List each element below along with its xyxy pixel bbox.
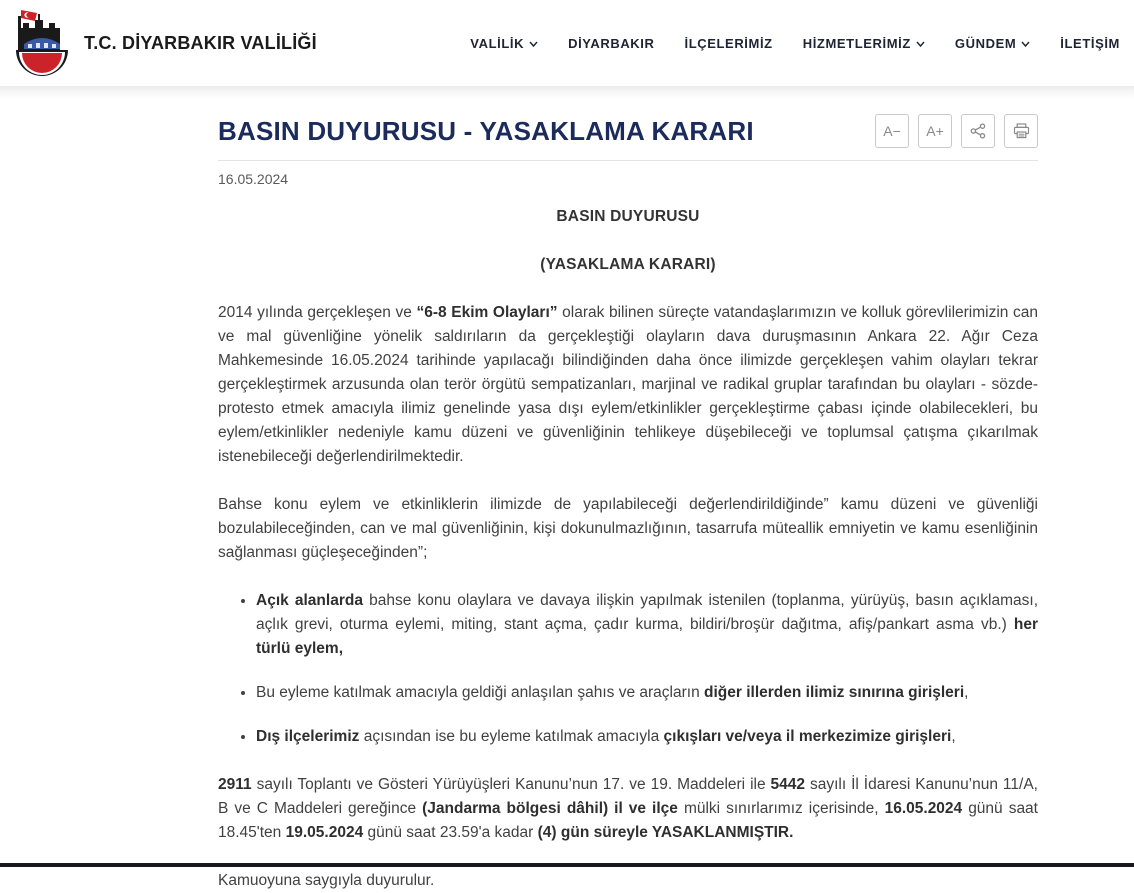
A-plus-icon: A+	[926, 123, 944, 139]
content-area	[218, 100, 1038, 893]
nav-item-ilcelerimiz[interactable]: İLÇELERİMİZ	[684, 35, 773, 51]
chevron-down-icon	[529, 41, 538, 47]
paragraph-1: 2014 yılında gerçekleşen ve “6-8 Ekim Olayları” olarak bilinen süreçte vatandaşlarımızın ve kolluk görevlilerimizin can ve mal güvenliğine yönelik saldırıların da gerçekleştiği olayların dava duruşmasının Ankara 22. Ağır Ceza Mahkemesinde 16.05.2024 tarihinde yapılacağı bilindiğinden daha önce ilimizde gerçekleşen vahim olayları tekrar gerçekleştirmek arzusunda olan terör örgütü sempatizanları, marjinal ve radikal gruplar tarafından bu olayları - sözde- protesto etmek amacıyla ilimiz genelinde yasa dışı eylem/etkinlikler gerçekleştirme çabası içinde olabilecekleri, bu eylem/etkinlikler nedeniyle kamu düzeni ve güvenliğinin tehlikeye düşebileceği ve toplumsal çatışma çıkarılmak istenebileceği değerlendirilmektedir.	[218, 304, 1039, 465]
A-minus-icon: A−	[883, 123, 901, 139]
chevron-down-icon	[1021, 41, 1030, 47]
share-icon	[970, 123, 986, 139]
font-increase-button[interactable]	[918, 114, 952, 148]
chevron-down-icon	[916, 41, 925, 47]
list-item: • Bu eyleme katılmak amacıyla geldiği anlaşılan şahıs ve araçların diğer illerden ilimiz sınırına girişleri,	[256, 681, 1038, 705]
title-divider	[218, 160, 1038, 161]
announcement-subheading: (YASAKLAMA KARARI)	[540, 256, 716, 273]
final-line: Kamuoyuna saygıyla duyurulur.	[218, 872, 435, 889]
main-nav	[470, 36, 1120, 51]
article-date: 16.05.2024	[218, 171, 289, 187]
diyarbakir-valiligi-logo	[10, 6, 74, 80]
print-button[interactable]	[1004, 114, 1038, 148]
nav-item-gundem[interactable]: GÜNDEM	[955, 36, 1030, 51]
site-title: T.C. DİYARBAKIR VALİLİĞİ	[84, 32, 317, 53]
closing-paragraph: 2911 sayılı Toplantı ve Gösteri Yürüyüşleri Kanunu’nun 17. ve 19. Maddeleri ile 5442 sayılı İl İdaresi Kanunu’nun 11/A, B ve C Maddeleri gereğince (Jandarma bölgesi dâhil) il ve ilçe mülki sınırlarımız içerisinde, 16.05.2024 günü saat 18.45'ten 19.05.2024 günü saat 23.59'a kadar (4) gün süreyle YASAKLANMIŞTIR.	[218, 776, 1038, 841]
article-toolbar	[875, 114, 1038, 148]
announcement-heading: BASIN DUYURUSU	[556, 208, 700, 225]
footer-top-edge	[0, 863, 1134, 867]
share-button[interactable]	[961, 114, 995, 148]
font-decrease-button[interactable]	[875, 114, 909, 148]
page-title: BASIN DUYURUSU - YASAKLAMA KARARI	[218, 116, 754, 146]
printer-icon	[1013, 123, 1030, 139]
site-header	[0, 0, 1134, 86]
list-item: • Açık alanlarda bahse konu olaylara ve davaya ilişkin yapılmak istenilen (toplanma, yürüyüş, basın açıklaması, açlık grevi, oturma eylemi, miting, stant açma, çadır kurma, bildiri/broşür dağıtma, afiş/pankart asma vb.) her türlü eylem,	[256, 589, 1038, 661]
list-item: • Dış ilçelerimiz açısından ise bu eyleme katılmak amacıyla çıkışları ve/veya il merkezimize girişleri,	[256, 725, 1038, 749]
nav-item-diyarbakir[interactable]: DİYARBAKIR	[568, 35, 655, 51]
header-divider-band	[0, 86, 1134, 100]
title-row	[218, 114, 1038, 148]
press-announcement	[218, 205, 1038, 893]
paragraph-2: Bahse konu eylem ve etkinliklerin ilimizde de yapılabileceği değerlendirildiğinde” kamu düzeni ve güvenliği bozulabileceğinden, can ve mal güvenliğinin, kişi dokunulmazlığının, tasarrufa müteallik emniyetin ve kamu esenliğinin sağlanması güçleşeceğinden”;	[218, 496, 1038, 561]
nav-item-valilik[interactable]: VALİLİK	[470, 36, 538, 51]
nav-item-hizmetlerimiz[interactable]: HİZMETLERİMİZ	[803, 36, 925, 51]
ban-list	[240, 589, 1038, 749]
nav-item-iletisim[interactable]: İLETİŞİM	[1060, 35, 1120, 51]
home-link[interactable]	[10, 6, 317, 80]
